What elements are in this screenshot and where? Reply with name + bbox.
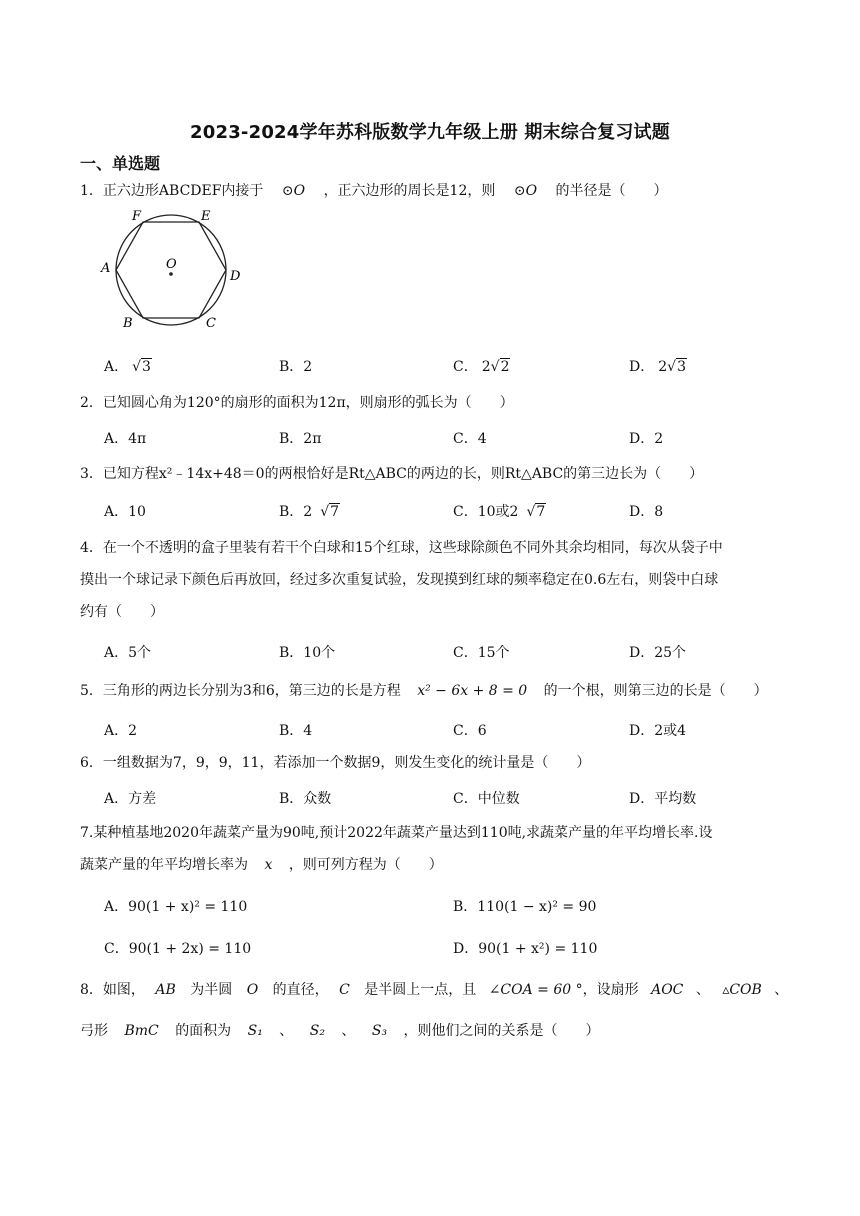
question-5: 5．三角形的两边长分别为3和6，第三边的长是方程 x² − 6x + 8 = 0 的一个根，则第三边的长是（ ）: [80, 683, 768, 699]
label-c: C: [206, 316, 216, 331]
page-title: 2023-2024学年苏科版数学九年级上册 期末综合复习试题: [190, 122, 670, 143]
q3-option-a[interactable]: A．10: [104, 504, 146, 520]
q2-option-b[interactable]: B．2π: [279, 431, 322, 447]
label-e: E: [201, 209, 211, 224]
question-6: 6．一组数据为7，9，9，11，若添加一个数据9，则发生变化的统计量是（ ）: [80, 755, 591, 771]
q4-option-a[interactable]: A．5个: [104, 645, 152, 661]
question-4-line-1: 4．在一个不透明的盒子里装有若干个白球和15个红球，这些球除颜色不同外其余均相同，每次从袋子中: [80, 540, 723, 556]
q7-option-d[interactable]: D．90(1 + x²) = 110: [453, 941, 598, 957]
q4-option-c[interactable]: C．15个: [453, 645, 510, 661]
question-7-line-1: 7.某种植基地2020年蔬菜产量为90吨,预计2022年蔬菜产量达到110吨,求蔬菜产量的年平均增长率.设: [80, 825, 713, 841]
q7-option-b[interactable]: B．110(1 − x)² = 90: [453, 899, 597, 915]
q5-option-b[interactable]: B．4: [279, 723, 313, 739]
question-2: 2．已知圆心角为120°的扇形的面积为12π，则扇形的弧长为（ ）: [80, 395, 514, 411]
q2-option-a[interactable]: A．4π: [104, 431, 147, 447]
q6-option-a[interactable]: A．方差: [104, 791, 157, 807]
question-3: 3．已知方程x²﹣14x+48＝0的两根恰好是Rt△ABC的两边的长，则Rt△ABC的第三边长为（ ）: [80, 466, 704, 482]
q6-option-c[interactable]: C．中位数: [453, 791, 520, 807]
label-f: F: [132, 209, 142, 224]
q7-option-c[interactable]: C．90(1 + 2x) = 110: [104, 941, 252, 957]
q1-option-d[interactable]: D． 2√3: [629, 359, 686, 375]
label-a: A: [101, 261, 111, 276]
q7-option-a[interactable]: A．90(1 + x)² = 110: [104, 899, 248, 915]
question-1: 1．正六边形ABCDEF内接于 ⊙O ，正六边形的周长是12，则 ⊙O 的半径是（ ）: [80, 183, 668, 199]
q1-option-c[interactable]: C． 2√2: [453, 359, 510, 375]
label-d: D: [230, 269, 241, 284]
q2-option-d[interactable]: D．2: [629, 431, 664, 447]
question-8-line-2: 弓形 BmC 的面积为 S₁ 、 S₂ 、 S₃ ，则他们之间的关系是（ ）: [80, 1023, 600, 1039]
q4-option-b[interactable]: B．10个: [279, 645, 336, 661]
q1-option-b[interactable]: B．2: [279, 359, 313, 375]
circle-o-symbol: ⊙O: [281, 183, 306, 199]
q3-option-b[interactable]: B．2 √7: [279, 504, 340, 520]
q4-option-d[interactable]: D．25个: [629, 645, 687, 661]
q5-equation: x² − 6x + 8 = 0: [417, 683, 528, 699]
section-heading: 一、单选题: [80, 154, 161, 173]
q3-option-c[interactable]: C．10或2 √7: [453, 504, 546, 520]
q3-option-d[interactable]: D．8: [629, 504, 664, 520]
q5-option-d[interactable]: D．2或4: [629, 723, 687, 739]
q5-option-c[interactable]: C．6: [453, 723, 487, 739]
q1-option-a[interactable]: A． √3: [104, 359, 151, 375]
question-4-line-2: 摸出一个球记录下颜色后再放回，经过多次重复试验，发现摸到红球的频率稳定在0.6左右，则袋中白球: [80, 572, 719, 588]
hexagon-figure: [96, 208, 256, 338]
circle-o-symbol: ⊙O: [513, 183, 538, 199]
question-4-line-3: 约有（ ）: [80, 604, 164, 620]
label-o: O: [166, 257, 177, 272]
q6-option-b[interactable]: B．众数: [279, 791, 332, 807]
q2-option-c[interactable]: C．4: [453, 431, 487, 447]
q6-option-d[interactable]: D．平均数: [629, 791, 697, 807]
question-7-line-2: 蔬菜产量的年平均增长率为 x ，则可列方程为（ ）: [80, 857, 443, 873]
q5-option-a[interactable]: A．2: [104, 723, 138, 739]
label-b: B: [123, 316, 133, 331]
question-8-line-1: 8．如图， AB 为半圆 O 的直径， C 是半圆上一点，且 ∠COA = 60 °，设扇形 AOC 、 ▵COB 、: [80, 982, 789, 998]
